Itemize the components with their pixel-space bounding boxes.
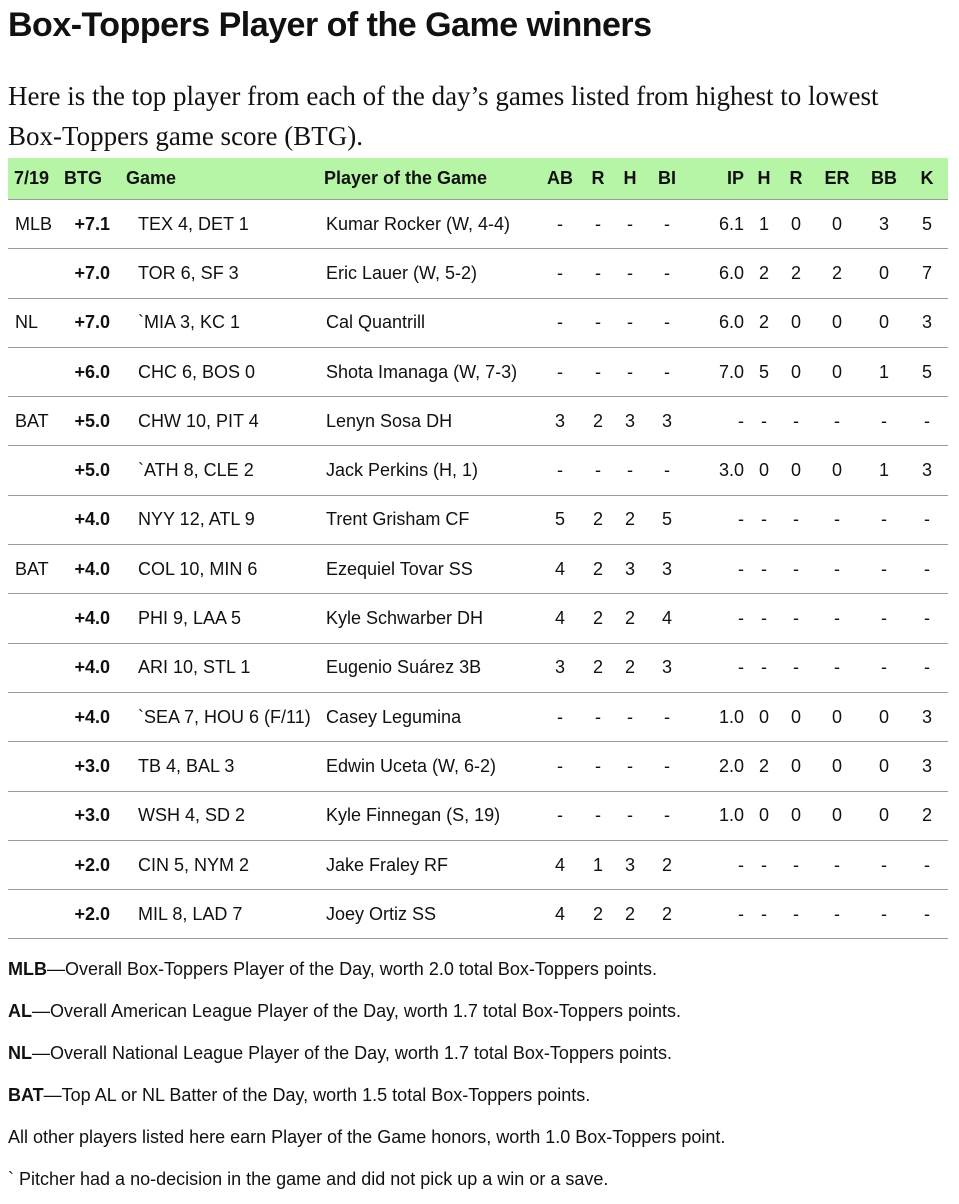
row-player: Cal Quantrill (324, 298, 538, 347)
row-k: 5 (906, 200, 948, 249)
table-row (8, 200, 948, 249)
row-r: - (582, 446, 614, 495)
row-bi: - (646, 446, 688, 495)
row-tag (8, 347, 64, 396)
row-game: `MIA 3, KC 1 (124, 298, 324, 347)
row-pitch-r: - (780, 495, 812, 544)
row-k: 3 (906, 742, 948, 791)
row-ip: 6.1 (688, 200, 748, 249)
row-r: - (582, 692, 614, 741)
row-bi: 2 (646, 840, 688, 889)
row-h: - (614, 692, 646, 741)
row-ab: - (538, 742, 582, 791)
row-pitch-r: - (780, 397, 812, 446)
row-btg: +4.0 (64, 692, 124, 741)
row-er: - (812, 495, 862, 544)
table-row (8, 545, 948, 594)
row-h: 2 (614, 643, 646, 692)
row-pitch-r: 0 (780, 347, 812, 396)
row-ab: 5 (538, 495, 582, 544)
row-tag (8, 890, 64, 939)
row-btg: +3.0 (64, 742, 124, 791)
row-er: 0 (812, 347, 862, 396)
row-pitch-r: 2 (780, 249, 812, 298)
row-ip: - (688, 840, 748, 889)
header-btg: BTG (64, 158, 124, 200)
row-player: Kyle Schwarber DH (324, 594, 538, 643)
row-ab: - (538, 692, 582, 741)
row-bi: - (646, 742, 688, 791)
row-ab: - (538, 791, 582, 840)
row-game: ARI 10, STL 1 (124, 643, 324, 692)
row-h: 3 (614, 840, 646, 889)
header-bi: BI (646, 158, 688, 200)
row-pitch-r: 0 (780, 692, 812, 741)
row-k: - (906, 495, 948, 544)
row-k: - (906, 594, 948, 643)
row-h: - (614, 791, 646, 840)
header-ab: AB (538, 158, 582, 200)
row-bb: 1 (862, 446, 906, 495)
row-er: 0 (812, 692, 862, 741)
row-r: - (582, 200, 614, 249)
row-btg: +5.0 (64, 397, 124, 446)
row-btg: +2.0 (64, 890, 124, 939)
row-h: - (614, 446, 646, 495)
table-row (8, 347, 948, 396)
row-er: - (812, 594, 862, 643)
row-pitch-h: - (748, 397, 780, 446)
row-tag (8, 643, 64, 692)
row-pitch-r: - (780, 594, 812, 643)
row-er: - (812, 840, 862, 889)
row-er: 0 (812, 446, 862, 495)
row-game: COL 10, MIN 6 (124, 545, 324, 594)
row-bi: 2 (646, 890, 688, 939)
row-ip: 2.0 (688, 742, 748, 791)
row-ip: 3.0 (688, 446, 748, 495)
legend-note-key: NL (8, 1043, 32, 1063)
row-player: Jack Perkins (H, 1) (324, 446, 538, 495)
table-header-row (8, 158, 948, 200)
legend-note-key: BAT (8, 1085, 44, 1105)
row-pitch-r: 0 (780, 446, 812, 495)
row-pitch-r: 0 (780, 298, 812, 347)
row-btg: +4.0 (64, 643, 124, 692)
table-row (8, 643, 948, 692)
row-tag (8, 446, 64, 495)
legend-note-text: ` Pitcher had a no-decision in the game and did not pick up a win or a save. (8, 1169, 609, 1189)
table-row (8, 890, 948, 939)
legend-note (8, 1078, 948, 1120)
table-row (8, 594, 948, 643)
row-pitch-r: - (780, 643, 812, 692)
legend-note-text: —Overall Box-Toppers Player of the Day, worth 2.0 total Box-Toppers points. (47, 959, 657, 979)
row-k: - (906, 840, 948, 889)
row-ab: - (538, 347, 582, 396)
row-h: 2 (614, 890, 646, 939)
row-pitch-h: 1 (748, 200, 780, 249)
row-pitch-h: 2 (748, 298, 780, 347)
header-player: Player of the Game (324, 158, 538, 200)
legend-note-text: —Overall American League Player of the Day, worth 1.7 total Box-Toppers points. (32, 1001, 681, 1021)
legend-notes (8, 952, 948, 1204)
row-ip: 1.0 (688, 791, 748, 840)
player-of-game-table (8, 158, 948, 939)
row-bb: 0 (862, 791, 906, 840)
row-ab: 4 (538, 594, 582, 643)
row-r: - (582, 347, 614, 396)
row-game: PHI 9, LAA 5 (124, 594, 324, 643)
row-er: 0 (812, 200, 862, 249)
row-bi: - (646, 298, 688, 347)
table-row (8, 495, 948, 544)
row-pitch-r: - (780, 545, 812, 594)
row-bb: - (862, 594, 906, 643)
row-pitch-r: 0 (780, 742, 812, 791)
row-pitch-h: 2 (748, 742, 780, 791)
row-game: CHW 10, PIT 4 (124, 397, 324, 446)
row-player: Casey Legumina (324, 692, 538, 741)
row-player: Jake Fraley RF (324, 840, 538, 889)
row-btg: +7.1 (64, 200, 124, 249)
row-k: - (906, 890, 948, 939)
row-k: 5 (906, 347, 948, 396)
row-tag: BAT (8, 397, 64, 446)
row-tag: MLB (8, 200, 64, 249)
row-ab: 4 (538, 890, 582, 939)
row-game: WSH 4, SD 2 (124, 791, 324, 840)
row-bb: 3 (862, 200, 906, 249)
row-bi: - (646, 200, 688, 249)
row-r: - (582, 742, 614, 791)
row-r: - (582, 298, 614, 347)
row-tag (8, 495, 64, 544)
row-pitch-h: 0 (748, 692, 780, 741)
row-r: 2 (582, 594, 614, 643)
row-ab: 3 (538, 397, 582, 446)
page-title: Box-Toppers Player of the Game winners (8, 6, 652, 44)
row-pitch-r: - (780, 890, 812, 939)
row-pitch-r: - (780, 840, 812, 889)
row-h: 3 (614, 545, 646, 594)
row-pitch-h: - (748, 643, 780, 692)
row-tag: BAT (8, 545, 64, 594)
row-h: - (614, 742, 646, 791)
row-ip: - (688, 643, 748, 692)
row-tag (8, 692, 64, 741)
table-row (8, 840, 948, 889)
row-r: 1 (582, 840, 614, 889)
row-ab: - (538, 446, 582, 495)
header-pitch-h: H (748, 158, 780, 200)
row-bi: - (646, 347, 688, 396)
row-er: 0 (812, 742, 862, 791)
row-bb: - (862, 545, 906, 594)
row-ip: 6.0 (688, 249, 748, 298)
legend-note (8, 994, 948, 1036)
row-bi: 3 (646, 643, 688, 692)
row-ip: - (688, 890, 748, 939)
row-er: - (812, 643, 862, 692)
row-k: 3 (906, 692, 948, 741)
table-row (8, 742, 948, 791)
row-bb: - (862, 495, 906, 544)
row-game: TB 4, BAL 3 (124, 742, 324, 791)
row-pitch-h: - (748, 890, 780, 939)
row-player: Kyle Finnegan (S, 19) (324, 791, 538, 840)
row-tag: NL (8, 298, 64, 347)
row-h: - (614, 249, 646, 298)
row-bb: 0 (862, 249, 906, 298)
row-k: 3 (906, 298, 948, 347)
header-k: K (906, 158, 948, 200)
row-btg: +3.0 (64, 791, 124, 840)
header-h: H (614, 158, 646, 200)
row-bi: - (646, 791, 688, 840)
row-pitch-h: - (748, 545, 780, 594)
row-ip: - (688, 594, 748, 643)
row-k: 2 (906, 791, 948, 840)
row-ip: 7.0 (688, 347, 748, 396)
legend-note (8, 1162, 948, 1204)
row-ip: - (688, 495, 748, 544)
row-bb: - (862, 643, 906, 692)
row-game: TEX 4, DET 1 (124, 200, 324, 249)
row-ip: 6.0 (688, 298, 748, 347)
row-pitch-r: 0 (780, 791, 812, 840)
row-game: TOR 6, SF 3 (124, 249, 324, 298)
row-bb: 1 (862, 347, 906, 396)
row-ab: 4 (538, 545, 582, 594)
header-game: Game (124, 158, 324, 200)
row-player: Joey Ortiz SS (324, 890, 538, 939)
row-ip: - (688, 545, 748, 594)
row-pitch-r: 0 (780, 200, 812, 249)
row-bi: 3 (646, 397, 688, 446)
row-bb: 0 (862, 742, 906, 791)
row-k: - (906, 397, 948, 446)
row-game: MIL 8, LAD 7 (124, 890, 324, 939)
row-k: 3 (906, 446, 948, 495)
row-bb: - (862, 397, 906, 446)
row-pitch-h: 0 (748, 446, 780, 495)
row-h: - (614, 298, 646, 347)
row-pitch-h: 2 (748, 249, 780, 298)
row-btg: +4.0 (64, 545, 124, 594)
row-ab: - (538, 249, 582, 298)
row-player: Shota Imanaga (W, 7-3) (324, 347, 538, 396)
row-tag (8, 249, 64, 298)
intro-text: Here is the top player from each of the day’s games listed from highest to lowest Box-Toppers game score (BTG). (8, 81, 879, 151)
table-row (8, 692, 948, 741)
header-bb: BB (862, 158, 906, 200)
row-er: 0 (812, 791, 862, 840)
header-pitch-r: R (780, 158, 812, 200)
row-er: - (812, 397, 862, 446)
row-r: 2 (582, 890, 614, 939)
row-r: - (582, 249, 614, 298)
legend-note (8, 1036, 948, 1078)
row-pitch-h: - (748, 840, 780, 889)
table-row (8, 249, 948, 298)
row-r: - (582, 791, 614, 840)
row-pitch-h: - (748, 594, 780, 643)
row-game: CHC 6, BOS 0 (124, 347, 324, 396)
row-ip: 1.0 (688, 692, 748, 741)
row-pitch-h: 5 (748, 347, 780, 396)
header-r: R (582, 158, 614, 200)
table-row (8, 397, 948, 446)
row-ab: - (538, 200, 582, 249)
row-tag (8, 594, 64, 643)
header-ip: IP (688, 158, 748, 200)
row-h: - (614, 200, 646, 249)
row-ab: 3 (538, 643, 582, 692)
legend-note (8, 952, 948, 994)
legend-note-text: —Overall National League Player of the Day, worth 1.7 total Box-Toppers points. (32, 1043, 673, 1063)
row-btg: +4.0 (64, 495, 124, 544)
row-bi: - (646, 692, 688, 741)
table-row (8, 791, 948, 840)
row-game: NYY 12, ATL 9 (124, 495, 324, 544)
row-bb: 0 (862, 692, 906, 741)
legend-note-key: MLB (8, 959, 47, 979)
row-r: 2 (582, 545, 614, 594)
row-btg: +4.0 (64, 594, 124, 643)
row-btg: +5.0 (64, 446, 124, 495)
row-h: 3 (614, 397, 646, 446)
row-player: Ezequiel Tovar SS (324, 545, 538, 594)
row-er: 2 (812, 249, 862, 298)
row-er: - (812, 545, 862, 594)
row-game: CIN 5, NYM 2 (124, 840, 324, 889)
header-date: 7/19 (8, 158, 64, 200)
row-btg: +6.0 (64, 347, 124, 396)
row-bb: - (862, 890, 906, 939)
row-player: Eugenio Suárez 3B (324, 643, 538, 692)
row-k: - (906, 643, 948, 692)
row-pitch-h: - (748, 495, 780, 544)
row-h: 2 (614, 594, 646, 643)
row-player: Trent Grisham CF (324, 495, 538, 544)
row-game: `SEA 7, HOU 6 (F/11) (124, 692, 324, 741)
row-tag (8, 742, 64, 791)
row-player: Edwin Uceta (W, 6-2) (324, 742, 538, 791)
row-h: 2 (614, 495, 646, 544)
row-player: Kumar Rocker (W, 4-4) (324, 200, 538, 249)
row-r: 2 (582, 643, 614, 692)
legend-note-text: All other players listed here earn Player of the Game honors, worth 1.0 Box-Toppers point. (8, 1127, 726, 1147)
table-row (8, 298, 948, 347)
table-row (8, 446, 948, 495)
row-er: 0 (812, 298, 862, 347)
row-btg: +2.0 (64, 840, 124, 889)
row-player: Lenyn Sosa DH (324, 397, 538, 446)
row-er: - (812, 890, 862, 939)
row-ab: 4 (538, 840, 582, 889)
row-tag (8, 840, 64, 889)
header-er: ER (812, 158, 862, 200)
row-bi: - (646, 249, 688, 298)
legend-note-text: —Top AL or NL Batter of the Day, worth 1.5 total Box-Toppers points. (43, 1085, 591, 1105)
row-ab: - (538, 298, 582, 347)
row-bi: 5 (646, 495, 688, 544)
row-ip: - (688, 397, 748, 446)
row-bb: - (862, 840, 906, 889)
row-tag (8, 791, 64, 840)
row-r: 2 (582, 397, 614, 446)
row-k: 7 (906, 249, 948, 298)
row-k: - (906, 545, 948, 594)
row-h: - (614, 347, 646, 396)
row-btg: +7.0 (64, 249, 124, 298)
legend-note-key: AL (8, 1001, 32, 1021)
row-bi: 3 (646, 545, 688, 594)
row-bi: 4 (646, 594, 688, 643)
row-r: 2 (582, 495, 614, 544)
row-bb: 0 (862, 298, 906, 347)
legend-note (8, 1120, 948, 1162)
row-game: `ATH 8, CLE 2 (124, 446, 324, 495)
row-btg: +7.0 (64, 298, 124, 347)
row-player: Eric Lauer (W, 5-2) (324, 249, 538, 298)
row-pitch-h: 0 (748, 791, 780, 840)
